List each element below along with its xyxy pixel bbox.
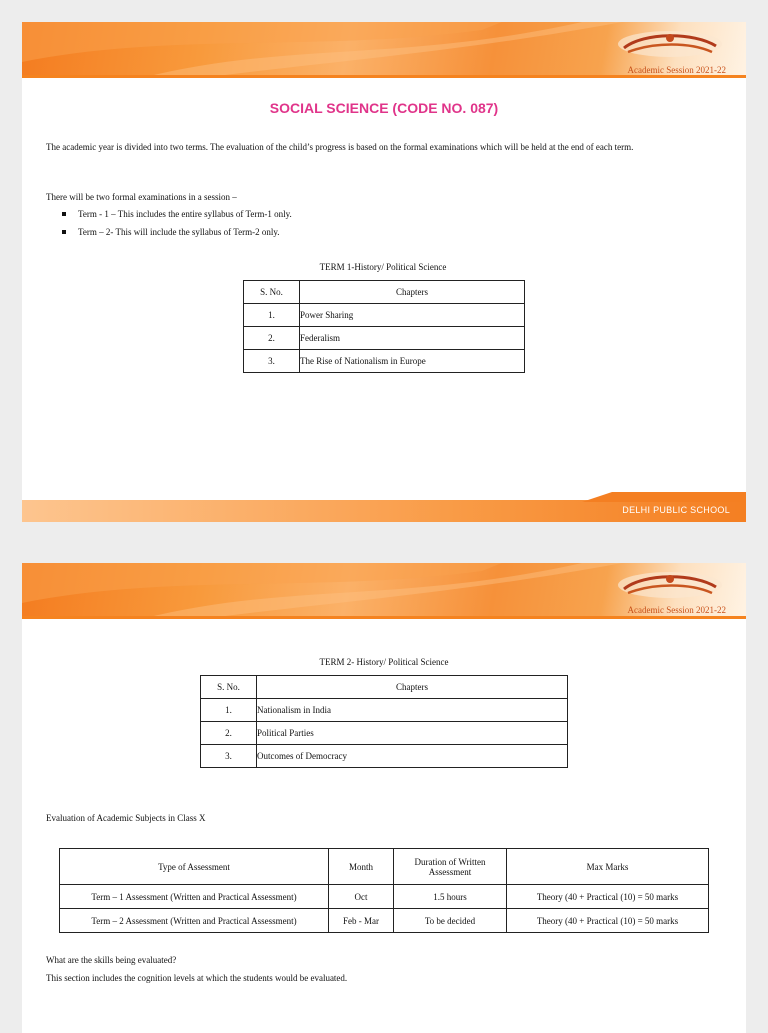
evaluation-heading: Evaluation of Academic Subjects in Class X xyxy=(46,813,206,823)
table-caption: TERM 1-History/ Political Science xyxy=(319,262,447,272)
chapters-table xyxy=(243,280,525,373)
table-row: 3. Outcomes of Democracy xyxy=(201,745,568,768)
exams-heading: There will be two formal examinations in a session – xyxy=(46,192,237,202)
column-header-type: Type of Assessment xyxy=(60,849,329,885)
document-page-1 xyxy=(22,22,746,522)
document-page-2 xyxy=(22,563,746,1033)
table-header-row xyxy=(60,849,709,885)
column-header-sno: S. No. xyxy=(244,281,300,304)
skills-question: What are the skills being evaluated? xyxy=(46,955,177,965)
academic-session-label: Academic Session 2021-22 xyxy=(627,605,726,615)
table-row: 1. Power Sharing xyxy=(244,304,525,327)
footer-wedge xyxy=(22,492,746,502)
table-caption: TERM 2- History/ Political Science xyxy=(319,657,449,667)
column-header-marks: Max Marks xyxy=(507,849,709,885)
table-row: 1. Nationalism in India xyxy=(201,699,568,722)
table-row: 2. Federalism xyxy=(244,327,525,350)
banner-underline xyxy=(22,616,746,619)
academic-session-label: Academic Session 2021-22 xyxy=(627,65,726,75)
column-header-month: Month xyxy=(329,849,394,885)
intro-paragraph: The academic year is divided into two terms. The evaluation of the child’s progress is based on the formal examinations which will be held at the end of each term. xyxy=(46,142,634,152)
chapters-table xyxy=(200,675,568,768)
constitution-logo xyxy=(614,28,726,60)
bullet-icon xyxy=(62,230,66,234)
table-row: 2. Political Parties xyxy=(201,722,568,745)
table-header-row xyxy=(201,676,568,699)
column-header-duration: Duration of Written Assessment xyxy=(394,849,507,885)
evaluation-table xyxy=(59,848,709,933)
column-header-chapters: Chapters xyxy=(300,281,525,304)
table-row: Term – 1 Assessment (Written and Practical Assessment) Oct 1.5 hours Theory (40 + Practical (10) = 50 marks xyxy=(60,885,709,909)
page-title: SOCIAL SCIENCE (CODE NO. 087) xyxy=(269,100,499,116)
bullet-item: Term – 2- This will include the syllabus of Term-2 only. xyxy=(62,227,280,237)
constitution-logo xyxy=(614,569,726,601)
column-header-sno: S. No. xyxy=(201,676,257,699)
banner-underline xyxy=(22,75,746,78)
table-row: Term – 2 Assessment (Written and Practical Assessment) Feb - Mar To be decided Theory (40 + Practical (10) = 50 marks xyxy=(60,909,709,933)
table-header-row xyxy=(244,281,525,304)
footer-bar xyxy=(22,500,746,522)
bullet-icon xyxy=(62,212,66,216)
bullet-item: Term - 1 – This includes the entire syllabus of Term-1 only. xyxy=(62,209,292,219)
skills-description: This section includes the cognition levels at which the students would be evaluated. xyxy=(46,973,348,983)
column-header-chapters: Chapters xyxy=(257,676,568,699)
table-row: 3. The Rise of Nationalism in Europe xyxy=(244,350,525,373)
school-name: DELHI PUBLIC SCHOOL xyxy=(622,505,730,515)
